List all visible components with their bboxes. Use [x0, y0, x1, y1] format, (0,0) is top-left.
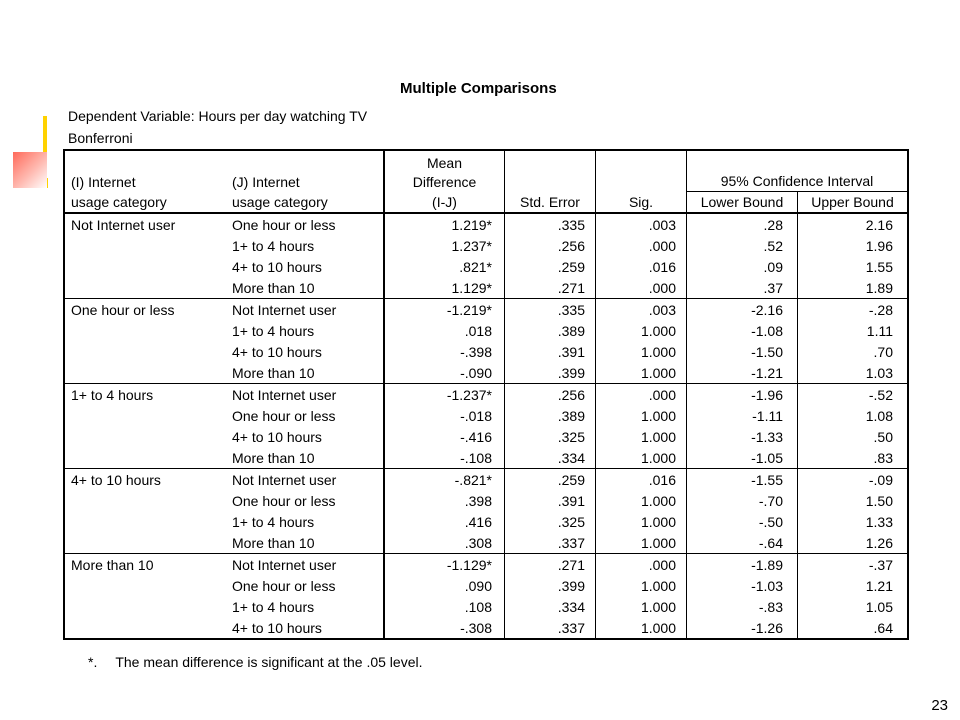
cell-mean-difference: -.398: [384, 341, 505, 362]
cell-i-category: [64, 575, 226, 596]
method-label: Bonferroni: [68, 130, 133, 146]
cell-upper-bound: .70: [798, 341, 909, 362]
cell-lower-bound: -2.16: [687, 299, 798, 321]
cell-std-error: .325: [505, 511, 596, 532]
table-row: [64, 213, 908, 235]
cell-sig: 1.000: [596, 532, 687, 554]
cell-mean-difference: -.416: [384, 426, 505, 447]
cell-lower-bound: -1.96: [687, 384, 798, 406]
table-row: [64, 511, 908, 532]
cell-mean-difference: 1.237*: [384, 235, 505, 256]
cell-upper-bound: 1.55: [798, 256, 909, 277]
cell-sig: .000: [596, 554, 687, 576]
cell-std-error: .399: [505, 575, 596, 596]
cell-j-category: One hour or less: [226, 490, 384, 511]
cell-j-category: 1+ to 4 hours: [226, 235, 384, 256]
cell-i-category: 1+ to 4 hours: [64, 384, 226, 406]
footnote-marker: *.: [88, 654, 98, 670]
cell-mean-difference: .108: [384, 596, 505, 617]
cell-upper-bound: -.37: [798, 554, 909, 576]
cell-upper-bound: .83: [798, 447, 909, 469]
table-row: [64, 405, 908, 426]
cell-upper-bound: .64: [798, 617, 909, 639]
cell-lower-bound: -1.50: [687, 341, 798, 362]
cell-std-error: .391: [505, 490, 596, 511]
cell-j-category: 4+ to 10 hours: [226, 256, 384, 277]
table-title: Multiple Comparisons: [400, 80, 557, 97]
cell-j-category: 4+ to 10 hours: [226, 341, 384, 362]
cell-sig: 1.000: [596, 511, 687, 532]
table-row: [64, 299, 908, 321]
cell-lower-bound: -1.11: [687, 405, 798, 426]
table-row: [64, 447, 908, 469]
table-row: [64, 256, 908, 277]
cell-i-category: One hour or less: [64, 299, 226, 321]
cell-j-category: 1+ to 4 hours: [226, 320, 384, 341]
cell-j-category: More than 10: [226, 532, 384, 554]
cell-mean-difference: -.821*: [384, 469, 505, 491]
cell-sig: .000: [596, 277, 687, 299]
page-number: 23: [931, 697, 948, 714]
cell-sig: .003: [596, 299, 687, 321]
cell-std-error: .256: [505, 384, 596, 406]
header-se-top: [505, 150, 596, 192]
cell-i-category: [64, 341, 226, 362]
cell-std-error: .399: [505, 362, 596, 384]
table-row: [64, 575, 908, 596]
cell-i-category: [64, 320, 226, 341]
cell-std-error: .334: [505, 447, 596, 469]
cell-i-category: [64, 277, 226, 299]
cell-lower-bound: -.50: [687, 511, 798, 532]
cell-std-error: .335: [505, 213, 596, 235]
table-row: [64, 490, 908, 511]
cell-upper-bound: 1.03: [798, 362, 909, 384]
cell-std-error: .391: [505, 341, 596, 362]
cell-mean-difference: 1.219*: [384, 213, 505, 235]
cell-sig: 1.000: [596, 320, 687, 341]
cell-i-category: [64, 235, 226, 256]
cell-upper-bound: 1.96: [798, 235, 909, 256]
header-upper-bound: Upper Bound: [798, 192, 909, 214]
table-row: [64, 469, 908, 491]
cell-mean-difference: .090: [384, 575, 505, 596]
table-row: [64, 341, 908, 362]
cell-sig: 1.000: [596, 596, 687, 617]
cell-i-category: [64, 256, 226, 277]
cell-mean-difference: .416: [384, 511, 505, 532]
header-sig: Sig.: [596, 192, 687, 214]
cell-upper-bound: -.28: [798, 299, 909, 321]
header-mean-line2: Difference: [412, 173, 477, 190]
cell-lower-bound: -1.08: [687, 320, 798, 341]
cell-lower-bound: -.70: [687, 490, 798, 511]
table-row: [64, 277, 908, 299]
table-row: [64, 532, 908, 554]
header-i-top: [64, 150, 226, 192]
header-std-error: Std. Error: [505, 192, 596, 214]
cell-sig: 1.000: [596, 341, 687, 362]
cell-upper-bound: 2.16: [798, 213, 909, 235]
cell-j-category: More than 10: [226, 362, 384, 384]
cell-j-category: More than 10: [226, 277, 384, 299]
cell-std-error: .271: [505, 554, 596, 576]
table-row: [64, 617, 908, 639]
cell-sig: 1.000: [596, 447, 687, 469]
cell-sig: 1.000: [596, 405, 687, 426]
table-row: [64, 235, 908, 256]
cell-std-error: .389: [505, 405, 596, 426]
cell-i-category: [64, 617, 226, 639]
table-row: [64, 596, 908, 617]
cell-lower-bound: -.83: [687, 596, 798, 617]
cell-lower-bound: -1.26: [687, 617, 798, 639]
cell-j-category: One hour or less: [226, 213, 384, 235]
cell-std-error: .256: [505, 235, 596, 256]
cell-sig: .000: [596, 235, 687, 256]
cell-lower-bound: -1.21: [687, 362, 798, 384]
cell-std-error: .271: [505, 277, 596, 299]
cell-j-category: More than 10: [226, 447, 384, 469]
cell-upper-bound: 1.89: [798, 277, 909, 299]
cell-sig: .016: [596, 256, 687, 277]
table-row: [64, 362, 908, 384]
cell-mean-difference: -1.129*: [384, 554, 505, 576]
cell-lower-bound: -1.89: [687, 554, 798, 576]
cell-i-category: [64, 532, 226, 554]
cell-mean-difference: .018: [384, 320, 505, 341]
header-mean-line1: Mean: [426, 154, 463, 171]
cell-mean-difference: .308: [384, 532, 505, 554]
cell-i-category: [64, 596, 226, 617]
dependent-variable-label: Dependent Variable: Hours per day watching TV: [68, 108, 368, 124]
cell-upper-bound: 1.26: [798, 532, 909, 554]
cell-lower-bound: -1.03: [687, 575, 798, 596]
cell-mean-difference: .398: [384, 490, 505, 511]
cell-i-category: [64, 426, 226, 447]
cell-mean-difference: -1.219*: [384, 299, 505, 321]
header-lower-bound: Lower Bound: [687, 192, 798, 214]
header-mean-bottom: (I-J): [384, 192, 505, 214]
header-j-bottom: usage category: [226, 192, 384, 214]
cell-j-category: Not Internet user: [226, 469, 384, 491]
table-row: [64, 426, 908, 447]
cell-sig: 1.000: [596, 575, 687, 596]
cell-mean-difference: -.108: [384, 447, 505, 469]
cell-upper-bound: 1.08: [798, 405, 909, 426]
cell-i-category: More than 10: [64, 554, 226, 576]
cell-mean-difference: -.090: [384, 362, 505, 384]
cell-std-error: .337: [505, 532, 596, 554]
decorative-accent-square: [13, 152, 47, 188]
cell-sig: 1.000: [596, 490, 687, 511]
cell-upper-bound: -.52: [798, 384, 909, 406]
header-row-top: [64, 150, 908, 192]
cell-j-category: Not Internet user: [226, 299, 384, 321]
cell-i-category: [64, 362, 226, 384]
cell-std-error: .389: [505, 320, 596, 341]
header-i-line1: (I) Internet: [71, 173, 136, 190]
cell-j-category: 4+ to 10 hours: [226, 426, 384, 447]
header-j-line1: (J) Internet: [232, 173, 300, 190]
table-row: [64, 320, 908, 341]
cell-upper-bound: 1.11: [798, 320, 909, 341]
cell-sig: .016: [596, 469, 687, 491]
cell-i-category: [64, 447, 226, 469]
cell-j-category: Not Internet user: [226, 554, 384, 576]
cell-lower-bound: -1.55: [687, 469, 798, 491]
cell-std-error: .337: [505, 617, 596, 639]
cell-i-category: Not Internet user: [64, 213, 226, 235]
header-row-bottom: [64, 192, 908, 214]
cell-sig: .000: [596, 384, 687, 406]
cell-j-category: 4+ to 10 hours: [226, 617, 384, 639]
table-row: [64, 554, 908, 576]
cell-upper-bound: 1.50: [798, 490, 909, 511]
footnote: [88, 654, 422, 670]
cell-std-error: .335: [505, 299, 596, 321]
cell-std-error: .259: [505, 469, 596, 491]
cell-lower-bound: .52: [687, 235, 798, 256]
cell-mean-difference: -.308: [384, 617, 505, 639]
cell-std-error: .334: [505, 596, 596, 617]
cell-mean-difference: -1.237*: [384, 384, 505, 406]
cell-mean-difference: .821*: [384, 256, 505, 277]
cell-lower-bound: -1.33: [687, 426, 798, 447]
cell-upper-bound: -.09: [798, 469, 909, 491]
cell-lower-bound: .37: [687, 277, 798, 299]
cell-sig: 1.000: [596, 362, 687, 384]
header-ci: 95% Confidence Interval: [687, 150, 909, 192]
cell-lower-bound: -.64: [687, 532, 798, 554]
cell-upper-bound: 1.21: [798, 575, 909, 596]
cell-upper-bound: 1.33: [798, 511, 909, 532]
multiple-comparisons-table: [63, 149, 909, 640]
cell-sig: .003: [596, 213, 687, 235]
header-sig-top: [596, 150, 687, 192]
cell-i-category: 4+ to 10 hours: [64, 469, 226, 491]
cell-j-category: One hour or less: [226, 405, 384, 426]
cell-i-category: [64, 511, 226, 532]
table-body: [64, 213, 908, 639]
cell-std-error: .325: [505, 426, 596, 447]
cell-upper-bound: .50: [798, 426, 909, 447]
cell-lower-bound: .28: [687, 213, 798, 235]
header-i-bottom: usage category: [64, 192, 226, 214]
cell-mean-difference: 1.129*: [384, 277, 505, 299]
cell-j-category: 1+ to 4 hours: [226, 596, 384, 617]
cell-std-error: .259: [505, 256, 596, 277]
cell-lower-bound: .09: [687, 256, 798, 277]
header-j-top: [226, 150, 384, 192]
cell-j-category: 1+ to 4 hours: [226, 511, 384, 532]
header-mean-top: [384, 150, 505, 192]
footnote-text: The mean difference is significant at the .05 level.: [115, 654, 423, 670]
cell-mean-difference: -.018: [384, 405, 505, 426]
cell-i-category: [64, 490, 226, 511]
cell-upper-bound: 1.05: [798, 596, 909, 617]
cell-sig: 1.000: [596, 617, 687, 639]
cell-lower-bound: -1.05: [687, 447, 798, 469]
cell-j-category: One hour or less: [226, 575, 384, 596]
cell-i-category: [64, 405, 226, 426]
cell-j-category: Not Internet user: [226, 384, 384, 406]
table-row: [64, 384, 908, 406]
cell-sig: 1.000: [596, 426, 687, 447]
